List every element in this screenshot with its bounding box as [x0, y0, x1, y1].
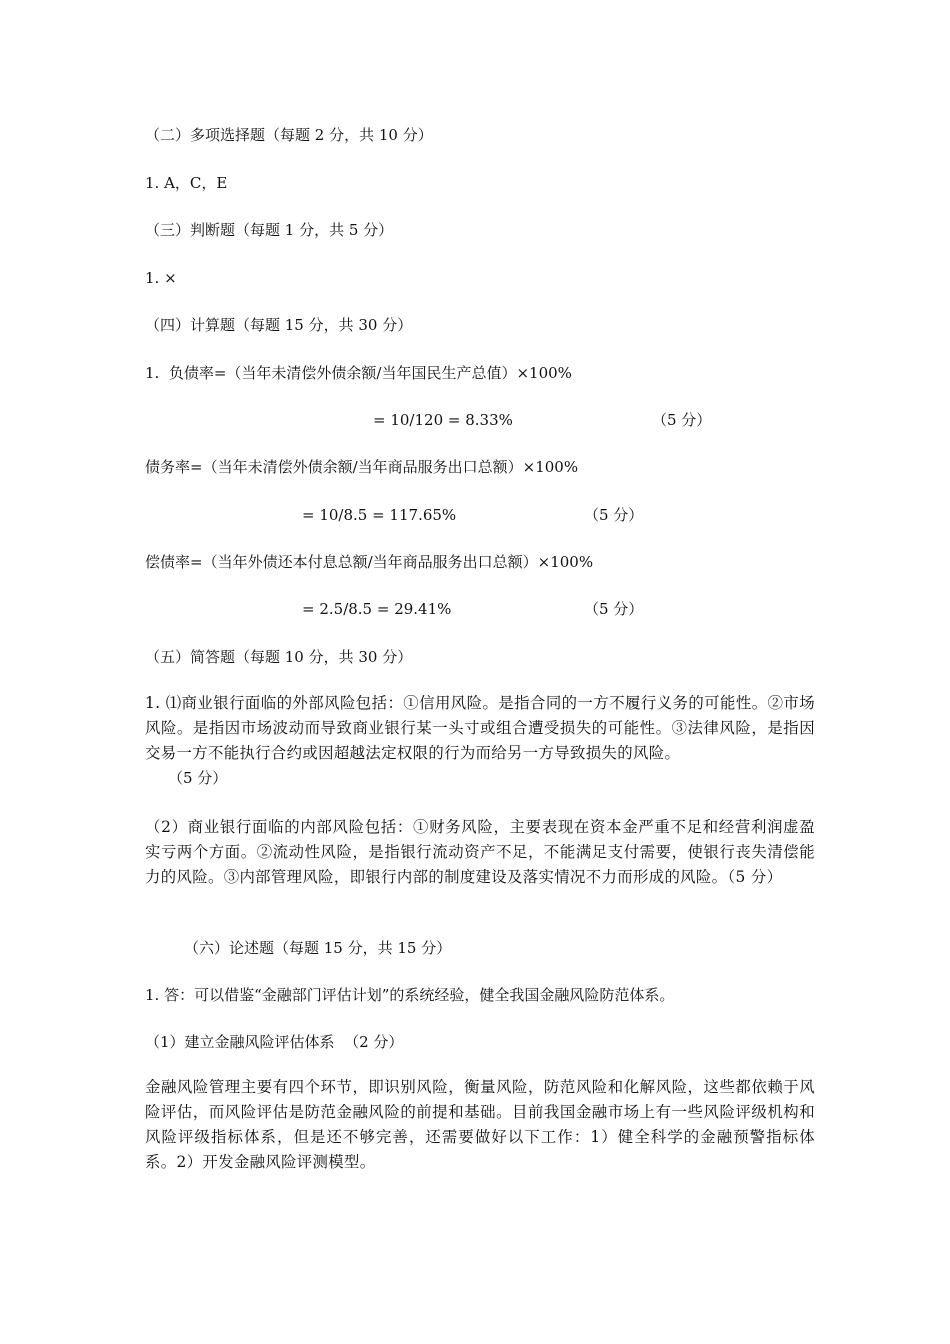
debt-service-result: = 10/8.5 = 117.65% — [302, 506, 457, 524]
section-2-answer: 1. A，C，E — [145, 174, 228, 192]
repayment-ratio-score: （5 分） — [584, 600, 644, 618]
section-3-answer: 1. × — [145, 269, 177, 287]
external-risk-score: （5 分） — [168, 769, 228, 787]
section-5-heading: （五）简答题（每题 10 分，共 30 分） — [145, 648, 413, 666]
section-6-heading: （六）论述题（每题 15 分，共 15 分） — [184, 939, 452, 957]
external-risk-paragraph: 1. ⑴商业银行面临的外部风险包括：①信用风险。是指合同的一方不履行义务的可能性。②市场风险。是指因市场波动而导致商业银行某一头寸或组合遭受损失的可能性。③法律风险，是指因交易一方不能执行合约或因超越法定权限的行为而给另一方导致损失的风险。 — [145, 694, 815, 762]
debt-ratio-formula: 1. 负债率=（当年未清偿外债余额/当年国民生产总值）×100% — [145, 364, 572, 382]
section-3-heading: （三）判断题（每题 1 分，共 5 分） — [145, 221, 394, 239]
essay-intro: 1. 答：可以借鉴“金融部门评估计划”的系统经验，健全我国金融风险防范体系。 — [145, 986, 675, 1004]
repayment-ratio-formula: 偿债率=（当年外债还本付息总额/当年商品服务出口总额）×100% — [145, 553, 594, 571]
debt-service-score: （5 分） — [584, 506, 644, 524]
debt-service-formula: 债务率=（当年未清偿外债余额/当年商品服务出口总额）×100% — [145, 458, 579, 476]
essay-subheading-1: （1）建立金融风险评估体系 （2 分） — [145, 1033, 404, 1051]
internal-risk-paragraph: （2）商业银行面临的内部风险包括：①财务风险，主要表现在资本金严重不足和经营利润虚盈实亏两个方面。②流动性风险，是指银行流动资产不足，不能满足支付需要，使银行丧失清偿能力的风险。③内部管理风险，即银行内部的制度建设及落实情况不力而形成的风险。（5 分） — [145, 818, 815, 886]
debt-ratio-score: （5 分） — [652, 411, 712, 429]
risk-assessment-paragraph: 金融风险管理主要有四个环节，即识别风险，衡量风险，防范风险和化解风险，这些都依赖于风险评估，而风险评估是防范金融风险的前提和基础。目前我国金融市场上有一些风险评级机构和风险评级指标体系，但是还不够完善，还需要做好以下工作：1）健全科学的金融预警指标体系。2）开发金融风险评测模型。 — [145, 1078, 815, 1171]
section-4-heading: （四）计算题（每题 15 分，共 30 分） — [145, 316, 413, 334]
section-2-heading: （二）多项选择题（每题 2 分，共 10 分） — [145, 126, 433, 144]
debt-ratio-result: = 10/120 = 8.33% — [373, 411, 513, 429]
repayment-ratio-result: = 2.5/8.5 = 29.41% — [302, 600, 452, 618]
